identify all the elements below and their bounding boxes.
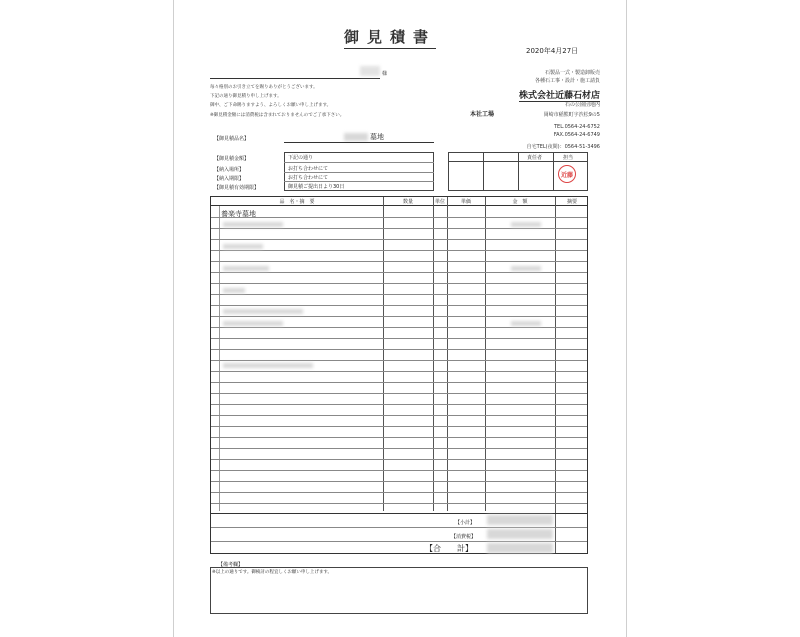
row-line [211,459,587,460]
row-line [211,503,587,504]
redacted-row [223,222,283,227]
approval-divider [518,152,519,191]
amount-label: 【御見積金額】 [214,156,250,162]
honorific: 様 [382,71,388,77]
row-line [211,338,587,339]
approval-header: 責任者 [527,155,543,161]
row-line [211,393,587,394]
document-date: 2020年4月27日 [526,47,579,55]
totals-line [211,527,587,528]
row-line [211,404,587,405]
deadline-value: お打ち合わせにて [288,175,329,181]
col-divider [485,197,486,511]
redacted-tax [487,529,553,539]
redacted-row [223,244,263,249]
row-line [211,250,587,251]
row-line [211,316,587,317]
plant-label: 本社工場 [470,111,495,118]
company-name: 株式会社近藤石材店 [519,88,600,102]
document-title: 御見積書 [344,26,436,49]
row-line [211,426,587,427]
company-tel: TEL.0564-24-6752 [553,124,600,130]
row-line [211,272,587,273]
info-divider [284,162,434,163]
customer-name-line [210,71,380,79]
subject-underline [284,142,434,143]
col-header-unit: 単位 [434,199,445,205]
subtotal-label: 【小計】 [455,520,476,526]
total-label: 【合 計】 [425,544,473,553]
redacted-amount [511,222,541,227]
amount-value: 下記の通り [288,155,314,161]
col-divider [447,197,448,511]
row-line [211,283,587,284]
row-line [211,327,587,328]
place-value: お打ち合わせにて [288,166,329,172]
company-home-tel: 自宅TEL(夜間)：0564-51-3496 [526,144,600,150]
row-line [211,371,587,372]
row-line [211,294,587,295]
first-row-item: 養楽寺墓地 [221,210,256,218]
totals-divider [211,513,587,514]
lead-line: 御中、ご下命賜りますよう、よろしくお願い申し上げます。 [210,103,332,108]
totals-line [211,541,587,542]
company-line: 石製品一式・製造卸販売 [544,70,600,76]
col-header-item: 品 名・摘 要 [279,199,315,205]
row-line [211,261,587,262]
notes-label: 【備考欄】 [218,562,244,568]
approval-header: 担当 [563,155,574,161]
info-divider [284,181,434,182]
row-line [211,470,587,471]
row-line [211,217,587,218]
redacted-total [487,543,553,553]
row-line [211,492,587,493]
place-label: 【納入場所】 [214,167,245,173]
company-sub: 石の公園団地内 [564,102,600,108]
estimate-page [173,0,627,637]
col-header-amount: 金 額 [512,199,528,205]
redacted-row [223,288,245,293]
col-divider [433,197,434,511]
company-address: 岡崎市稲熊町字渋松9の5 [543,112,600,118]
customer-name-redacted [360,66,380,76]
info-divider [284,172,434,173]
subject-redacted [344,133,368,141]
lead-line: 下記の通り御見積り申し上げます。 [210,94,282,99]
approval-divider [483,152,484,191]
col-divider [383,197,384,511]
company-fax: FAX.0564-24-6749 [553,132,600,138]
row-line [211,437,587,438]
redacted-row [223,363,313,368]
redacted-row [223,309,303,314]
company-stamp: 近藤 [558,165,576,183]
subject-value: 墓地 [370,133,384,141]
row-line [211,382,587,383]
col-header-note: 摘要 [566,199,577,205]
redacted-amount [511,321,541,326]
col-header-price: 単価 [460,199,471,205]
col-header-qty: 数量 [402,199,413,205]
tax-label: 【消費税】 [451,534,477,540]
approval-divider [553,152,554,191]
row-line [211,448,587,449]
lead-line: ※御見積金額には消費税は含まれておりませんのでご了承下さい。 [210,113,345,118]
subject-label: 【御見積品名】 [214,136,250,142]
row-line [211,305,587,306]
row-line [211,228,587,229]
row-line [211,360,587,361]
redacted-subtotal [487,515,553,525]
deadline-label: 【納入期限】 [214,176,245,182]
row-line [211,239,587,240]
company-line: 各種石工事・設計・施工請負 [534,78,600,84]
row-num-divider [219,206,220,511]
lead-line: 毎々格別のお引き立てを賜りありがとうございます。 [210,85,318,90]
row-line [211,415,587,416]
notes-text: ※以上の通りです。御検討の程宜しくお願い申し上げます。 [212,570,333,575]
redacted-amount [511,266,541,271]
redacted-row [223,266,269,271]
valid-value: 御見積ご提出日より30日 [288,184,345,190]
items-table [210,196,588,554]
row-line [211,481,587,482]
valid-label: 【御見積有効期限】 [214,185,260,191]
row-line [211,349,587,350]
redacted-row [223,321,283,326]
